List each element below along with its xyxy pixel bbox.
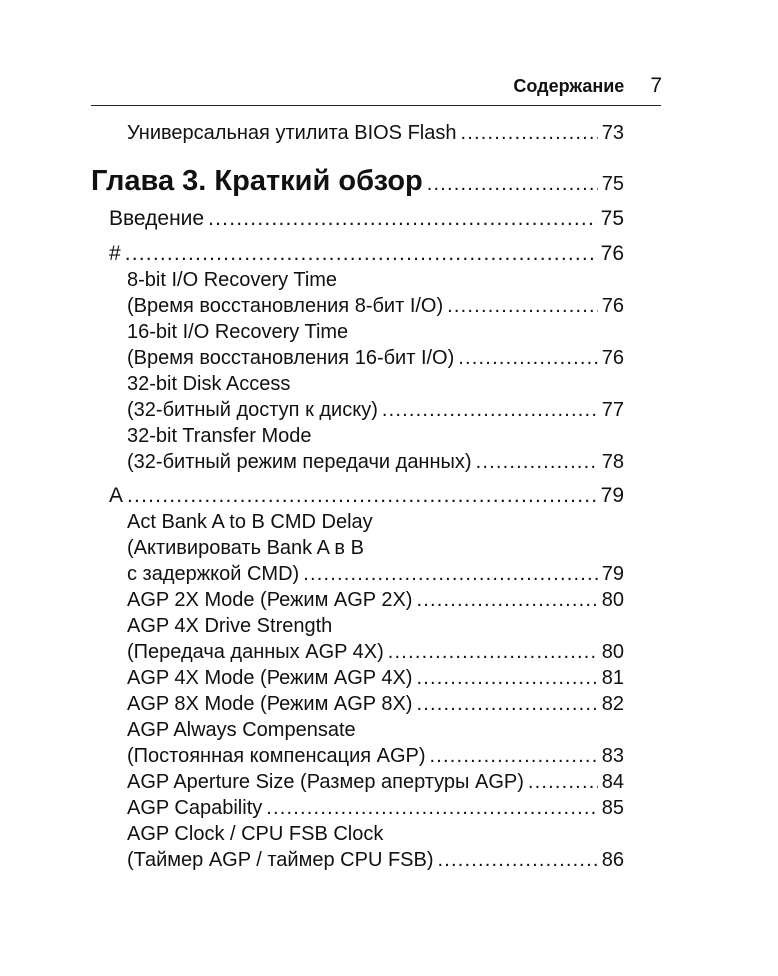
- toc-item-page: 85: [601, 797, 624, 819]
- toc-item-page: 82: [601, 693, 624, 715]
- running-head: [92, 74, 662, 100]
- toc-item-title: AGP 4X Mode (Режим AGP 4X): [127, 667, 413, 689]
- toc-item-page: 76: [601, 347, 624, 369]
- section-title: A: [109, 484, 124, 507]
- toc-item-title: с задержкой CMD): [127, 563, 300, 585]
- page-number: 7: [650, 74, 662, 97]
- dot-leader: [127, 484, 597, 508]
- section-page: 75: [600, 207, 624, 230]
- dot-leader: [447, 294, 598, 318]
- toc-section-a[interactable]: [109, 484, 624, 508]
- header-rule: [91, 105, 661, 106]
- toc-item-title: (Передача данных AGP 4X): [127, 641, 384, 663]
- dot-leader: [125, 242, 597, 266]
- toc-item-agp-aperture[interactable]: [127, 770, 624, 794]
- section-page: 79: [600, 484, 624, 507]
- toc-item-page: 78: [601, 451, 624, 473]
- chapter-title: Глава 3. Краткий обзор: [91, 165, 423, 197]
- toc-item-line: 32-bit Transfer Mode: [127, 425, 312, 447]
- toc-chapter-3[interactable]: [91, 164, 624, 201]
- toc-item-agp-capability[interactable]: [127, 796, 624, 820]
- toc-item-line: AGP Clock / CPU FSB Clock: [127, 823, 384, 845]
- dot-leader: [460, 121, 597, 145]
- toc-item-page: 77: [601, 399, 624, 421]
- toc-item-title: AGP 8X Mode (Режим AGP 8X): [127, 693, 413, 715]
- toc-item-line: 8-bit I/O Recovery Time: [127, 269, 338, 291]
- dot-leader: [303, 562, 598, 586]
- toc-item-line: 32-bit Disk Access: [127, 373, 291, 395]
- toc-entry-page: 73: [601, 122, 624, 144]
- dot-leader: [266, 796, 597, 820]
- toc-entry-bios-flash[interactable]: [127, 121, 624, 145]
- toc-item-16bit[interactable]: [127, 346, 624, 370]
- toc-item-page: 83: [601, 745, 624, 767]
- section-page: 76: [600, 242, 624, 265]
- toc-item-title: AGP Aperture Size (Размер апертуры AGP): [127, 771, 524, 793]
- toc-item-title: (Время восстановления 16-бит I/O): [127, 347, 455, 369]
- toc-item-title: AGP Capability: [127, 797, 263, 819]
- toc-item-page: 80: [601, 641, 624, 663]
- section-title: Введение: [109, 207, 205, 230]
- toc-item-agp-4x[interactable]: [127, 666, 624, 690]
- toc-item-page: 81: [601, 667, 624, 689]
- toc-item-agp-2x[interactable]: [127, 588, 624, 612]
- toc-item-title: AGP 2X Mode (Режим AGP 2X): [127, 589, 413, 611]
- toc-item-agp-8x[interactable]: [127, 692, 624, 716]
- toc-section-intro[interactable]: [109, 207, 624, 231]
- section-title: #: [109, 242, 121, 265]
- dot-leader: [208, 207, 597, 231]
- dot-leader: [382, 398, 598, 422]
- toc-item-8bit[interactable]: [127, 294, 624, 318]
- dot-leader: [528, 770, 598, 794]
- toc-item-agp-clock[interactable]: [127, 848, 624, 872]
- dot-leader: [416, 588, 597, 612]
- toc-item-title: (Постоянная компенсация AGP): [127, 745, 426, 767]
- toc-item-agp-compensate[interactable]: [127, 744, 624, 768]
- toc-section-hash[interactable]: [109, 242, 624, 266]
- toc-item-title: (Таймер AGP / таймер CPU FSB): [127, 849, 434, 871]
- running-title: Содержание: [513, 76, 625, 96]
- dot-leader: [388, 640, 598, 664]
- toc-item-act-bank[interactable]: [127, 562, 624, 586]
- toc-item-page: 84: [601, 771, 624, 793]
- chapter-page: 75: [601, 173, 624, 195]
- toc-item-page: 76: [601, 295, 624, 317]
- toc-item-32bit-transfer[interactable]: [127, 450, 624, 474]
- dot-leader: [427, 167, 598, 201]
- toc-item-title: (32-битный режим передачи данных): [127, 451, 472, 473]
- toc-item-line: (Активировать Bank A в B: [127, 537, 364, 559]
- toc-item-line: Act Bank A to B CMD Delay: [127, 511, 373, 533]
- toc-item-page: 79: [601, 563, 624, 585]
- toc-item-line: AGP 4X Drive Strength: [127, 615, 333, 637]
- toc-item-title: (Время восстановления 8-бит I/O): [127, 295, 444, 317]
- toc-item-agp-4x-drive[interactable]: [127, 640, 624, 664]
- toc-item-32bit-disk[interactable]: [127, 398, 624, 422]
- dot-leader: [416, 666, 597, 690]
- toc-entry-title: Универсальная утилита BIOS Flash: [127, 122, 457, 144]
- dot-leader: [416, 692, 597, 716]
- dot-leader: [476, 450, 598, 474]
- dot-leader: [438, 848, 598, 872]
- toc-item-page: 80: [601, 589, 624, 611]
- toc-item-page: 86: [601, 849, 624, 871]
- toc-item-line: 16-bit I/O Recovery Time: [127, 321, 349, 343]
- dot-leader: [430, 744, 598, 768]
- toc-item-line: AGP Always Compensate: [127, 719, 356, 741]
- toc-item-title: (32-битный доступ к диску): [127, 399, 378, 421]
- dot-leader: [458, 346, 597, 370]
